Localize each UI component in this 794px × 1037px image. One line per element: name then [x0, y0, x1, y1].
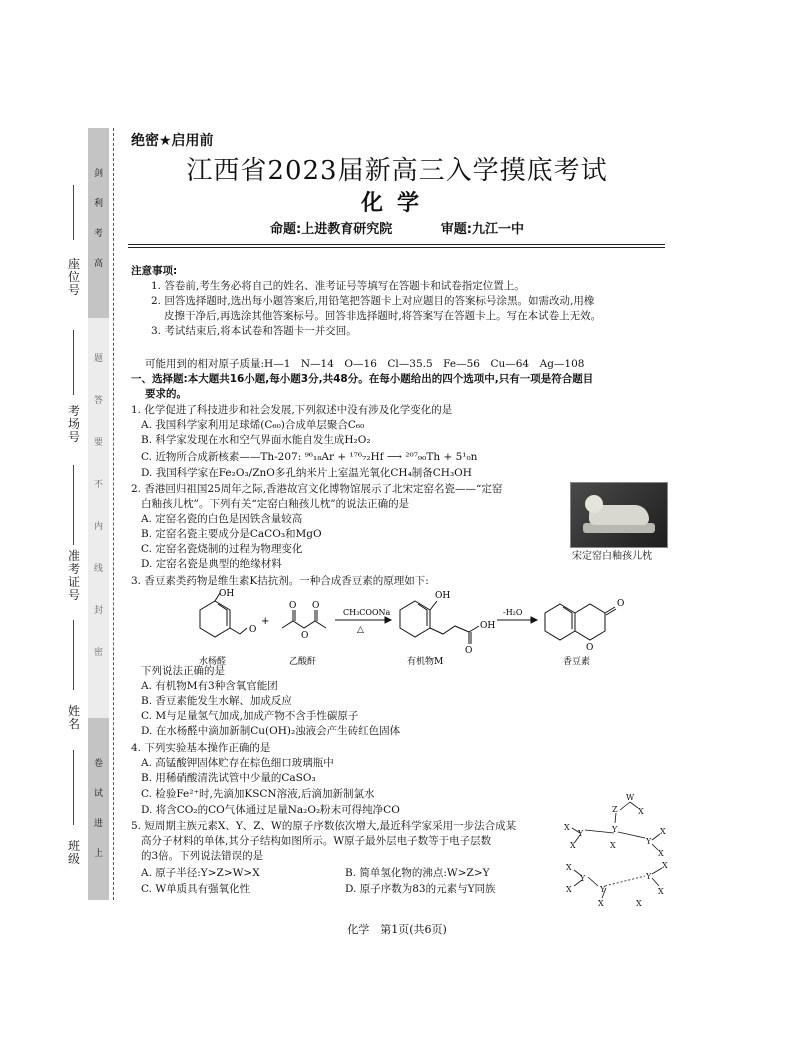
header-rule: [128, 244, 665, 245]
atom-y: Y: [646, 872, 652, 881]
reviewer: 审题:九江一中: [440, 222, 524, 237]
hydroxyl-label: OH: [480, 621, 496, 631]
strip-char: 剑: [93, 169, 103, 179]
q2-stem: 2. 香港回归祖国25周年之际,香港故宫文化博物馆展示了北宋定窑名瓷——“定窑: [131, 483, 503, 495]
q1-stem: 1. 化学促进了科技进步和社会发展,下列叙述中没有涉及化学变化的是: [131, 404, 453, 416]
reagent-label: CH₃COONa: [343, 608, 391, 617]
q4-option-c: C. 检验Fe²⁺时,先滴加KSCN溶液,后滴加新制氯水: [141, 788, 375, 800]
strip-char: 答: [93, 396, 103, 406]
name-label: 姓名: [67, 704, 80, 731]
notice-item: 2. 回答选择题时,选出每小题答案后,用铅笔把答题卡上对应题目的答案标号涂黑。如需改动,用橡: [151, 295, 595, 307]
oxygen-label: O: [289, 601, 297, 611]
hydroxyl-label: OH: [219, 589, 235, 599]
strip-char: 考: [93, 229, 103, 239]
q2-stem-cont: 白釉孩儿枕”。下列有关“定窑白釉孩儿枕”的说法正确的是: [141, 498, 410, 510]
q3-option-d: D. 在水杨醛中滴加新制Cu(OH)₂浊液会产生砖红色固体: [141, 725, 401, 737]
atom-x: X: [566, 885, 572, 894]
photo-caption: 宋定窑白釉孩儿枕: [572, 551, 652, 562]
oxygen-label: O: [586, 643, 594, 653]
header-rule: [128, 247, 665, 248]
section-heading-cont: 要求的。: [145, 388, 187, 400]
notice-heading: 注意事项:: [131, 265, 178, 277]
fill-line: [73, 465, 74, 545]
strip-char: 要: [93, 438, 103, 448]
q3-prompt: 下列说法正确的是: [141, 665, 225, 677]
q3-option-a: A. 有机物M有3种含氧官能团: [141, 680, 278, 692]
atom-x: X: [662, 861, 668, 870]
porcelain-pillow-photo: [570, 482, 668, 548]
cut-line: [113, 128, 114, 900]
atom-y: Y: [578, 829, 584, 838]
q3-stem: 3. 香豆素类药物是维生素K拮抗剂。一种合成香豆素的原理如下:: [131, 575, 429, 587]
strip-char: 卷: [93, 759, 103, 769]
binding-strip: [88, 128, 109, 900]
q2-option-c: C. 定窑名瓷烧制的过程为物理变化: [141, 543, 303, 555]
heat-label: △: [357, 625, 364, 635]
compound-label: 乙酸酐: [289, 657, 317, 667]
exam-title: 江西省2023届新高三入学摸底考试: [186, 156, 608, 186]
q5-stem-cont: 高分子材料的单体,其分子结构如图所示。W原子最外层电子数等于电子层数: [141, 835, 492, 847]
strip-char: 内: [93, 522, 103, 532]
q5-option-c: C. W单质具有强氧化性: [141, 883, 251, 895]
oxygen-label: O: [312, 601, 320, 611]
hydroxyl-label: OH: [435, 591, 451, 601]
atom-x: X: [570, 841, 576, 850]
q3-option-c: C. M与足量氢气加成,加成产物不含手性碳原子: [141, 710, 359, 722]
q1-option-d: D. 我国科学家在Fe₂O₃/ZnO多孔纳米片上室温光氧化CH₄制备CH₃OH: [141, 467, 472, 479]
atom-x: X: [564, 823, 570, 832]
subject-title: 化学: [360, 191, 433, 216]
author: 命题:上进教育研究院: [270, 222, 393, 237]
atom-x: X: [566, 863, 572, 872]
strip-mid-chars: [88, 353, 109, 689]
q2-option-b: B. 定窑名瓷主要成分是CaCO₃和MgO: [141, 528, 322, 540]
atom-y: Y: [580, 874, 586, 883]
strip-char: 密: [93, 648, 103, 658]
q4-option-a: A. 高锰酸钾固体贮存在棕色细口玻璃瓶中: [141, 757, 334, 769]
confidential-mark: 绝密★启用前: [131, 133, 214, 149]
q4-stem: 4. 下列实验基本操作正确的是: [131, 742, 271, 754]
atom-w: W: [626, 793, 635, 802]
q2-option-d: D. 定窑名瓷是典型的绝缘材料: [141, 558, 282, 570]
section-heading: 一、选择题:本大题共16小题,每小题3分,共48分。在每小题给出的四个选项中,只有一项是符合题目: [131, 373, 594, 385]
benzene-ring: [545, 604, 575, 640]
class-label: 班级: [67, 839, 80, 866]
strip-char: 进: [93, 819, 103, 829]
dehydration-label: -H₂O: [503, 608, 523, 617]
strip-char: 封: [93, 606, 103, 616]
oxygen-label: O: [249, 625, 257, 635]
notice-item: 1. 答卷前,考生务必将自己的姓名、准考证号等填写在答题卡和试卷指定位置上。: [151, 280, 525, 292]
fill-line: [73, 330, 74, 395]
oxygen-label: O: [465, 646, 473, 656]
q5-option-a: A. 原子半径:Y>Z>W>X: [141, 867, 260, 879]
benzene-ring: [400, 601, 430, 637]
notice-item: 3. 考试结束后,将本试卷和答题卡一并交回。: [151, 325, 357, 337]
atom-y: Y: [646, 837, 652, 846]
atom-x: X: [660, 827, 666, 836]
atom-y: Y: [612, 825, 618, 834]
strip-bottom-chars: [88, 758, 109, 878]
atom-x: X: [638, 807, 644, 816]
page-footer: 化学 第1页(共6页): [347, 923, 447, 936]
atom-x: X: [658, 849, 664, 858]
compound-label: 香豆素: [563, 657, 591, 667]
benzene-ring: [200, 601, 230, 637]
molecule-structure: [560, 788, 670, 916]
strip-char: 高: [93, 259, 103, 269]
compound-label: 水杨醛: [199, 657, 227, 667]
strip-char: 上: [93, 849, 103, 859]
q4-option-b: B. 用稀硝酸清洗试管中少量的CaSO₃: [141, 772, 316, 784]
q4-option-d: D. 将含CO₂的CO气体通过足量Na₂O₂粉末可得纯净CO: [141, 804, 400, 816]
author-line: [0, 218, 794, 237]
q3-option-b: B. 香豆素能发生水解、加成反应: [141, 695, 292, 707]
q5-option-d: D. 原子序数为83的元素与Y同族: [345, 883, 496, 895]
oxygen-label: O: [301, 631, 309, 641]
atom-x: X: [636, 899, 642, 908]
strip-char: 不: [93, 480, 103, 490]
q5-option-b: B. 简单氢化物的沸点:W>Z>Y: [345, 867, 490, 879]
q5-stem-cont: 的3倍。下列说法错误的是: [141, 850, 264, 862]
strip-char: 题: [93, 354, 103, 364]
strip-char: 试: [93, 789, 103, 799]
compound-label: 有机物M: [407, 657, 444, 667]
atom-y: Y: [600, 885, 606, 894]
atom-x: X: [658, 887, 664, 896]
plus-sign: +: [261, 616, 270, 627]
atom-z: Z: [612, 805, 618, 814]
q1-option-c: C. 近物所合成新核素——Th-207: ⁹⁶₁₈Ar + ¹⁷⁶₇₂Hf ⟶ ²⁰⁷₉₀Th + 5¹₀n: [141, 451, 478, 463]
atom-x: X: [598, 899, 604, 908]
q1-option-a: A. 我国科学家利用足球烯(C₆₀)合成单层聚合C₆₀: [141, 419, 365, 431]
q1-option-b: B. 科学家发现在水和空气界面水能自发生成H₂O₂: [141, 434, 371, 446]
strip-char: 线: [93, 564, 103, 574]
strip-char: 利: [93, 199, 103, 209]
fill-line: [73, 750, 74, 825]
coumarin-synthesis-scheme: [185, 588, 655, 670]
room-label: 考场号: [67, 404, 80, 444]
atomic-mass-line: 可能用到的相对原子质量:H—1 N—14 O—16 Cl—35.5 Fe—56 Cu—64 Ag—108: [145, 358, 585, 370]
seat-label: 座位号: [67, 257, 80, 297]
q5-stem: 5. 短周期主族元素X、Y、Z、W的原子序数依次增大,最近科学家采用一步法合成某: [131, 820, 517, 832]
q2-option-a: A. 定窑名瓷的白色是因铁含量较高: [141, 513, 303, 525]
notice-item: 皮擦干净后,再选涂其他答案标号。回答非选择题时,将答案写在答题卡上。写在本试卷上无效。: [164, 310, 602, 322]
fill-line: [73, 620, 74, 690]
oxygen-label: O: [617, 599, 625, 609]
atom-x: X: [610, 841, 616, 850]
ticket-label: 准考证号: [67, 549, 80, 602]
